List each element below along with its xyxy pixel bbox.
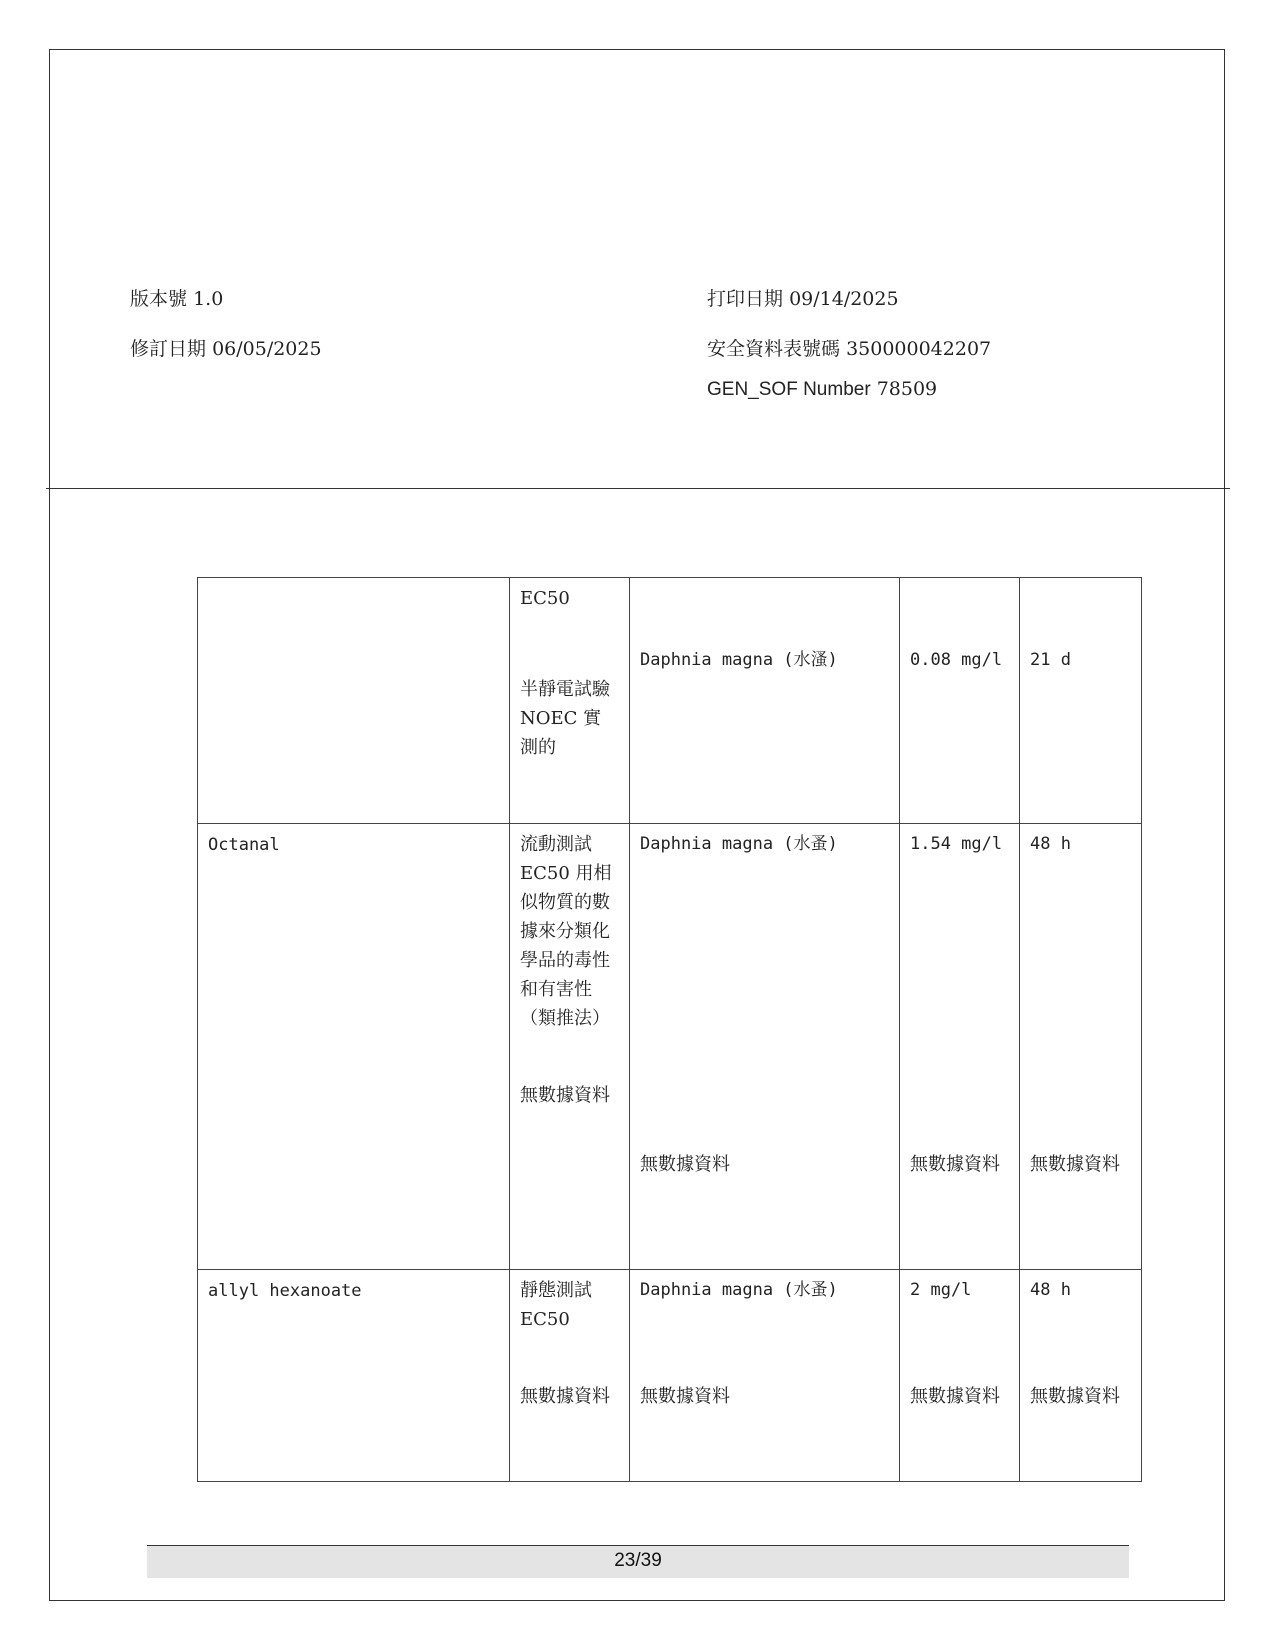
- method-text: 無數據資料: [520, 1386, 610, 1407]
- species-text: Daphnia magna (水蚤): [640, 834, 838, 854]
- table-row: [198, 578, 1142, 824]
- value-text: 無數據資料: [910, 1386, 1000, 1407]
- duration-cell: [1020, 1270, 1142, 1482]
- sds-number-value: 350000042207: [846, 338, 992, 360]
- species-text: Daphnia magna (水溞): [640, 650, 838, 670]
- species-cell: [630, 578, 900, 824]
- method-cell: [510, 578, 630, 824]
- revision-value: 06/05/2025: [212, 338, 322, 360]
- duration-text: 無數據資料: [1030, 1386, 1120, 1407]
- print-date-label: 打印日期: [707, 288, 784, 310]
- version-line: [130, 284, 223, 311]
- revision-label: 修訂日期: [130, 338, 207, 360]
- revision-line: [130, 334, 322, 361]
- sds-number-line: [707, 334, 991, 361]
- value-text: 0.08 mg/l: [910, 650, 1003, 670]
- header-divider: [46, 488, 1230, 489]
- species-text: 無數據資料: [640, 1154, 730, 1175]
- method-text: EC50: [520, 588, 570, 609]
- value-text: 無數據資料: [910, 1154, 1000, 1175]
- duration-text: 21 d: [1030, 650, 1071, 670]
- duration-text: 48 h: [1030, 834, 1071, 854]
- toxicity-table: [197, 577, 1142, 1482]
- table-row: [198, 1270, 1142, 1482]
- gen-sof-value: 78509: [876, 378, 938, 400]
- version-label: 版本號: [130, 288, 188, 310]
- duration-text: 無數據資料: [1030, 1154, 1120, 1175]
- value-cell: [900, 578, 1020, 824]
- method-cell: [510, 824, 630, 1270]
- print-date-value: 09/14/2025: [789, 288, 899, 310]
- substance-cell: [198, 824, 510, 1270]
- duration-cell: [1020, 578, 1142, 824]
- page-footer: [147, 1545, 1129, 1578]
- sds-number-label: 安全資料表號碼: [707, 338, 841, 360]
- print-date-line: [707, 284, 899, 311]
- version-value: 1.0: [193, 288, 224, 310]
- species-cell: [630, 824, 900, 1270]
- page-number: 23/39: [614, 1550, 662, 1571]
- duration-text: 48 h: [1030, 1280, 1071, 1300]
- substance-cell: [198, 1270, 510, 1482]
- substance-name: allyl hexanoate: [208, 1281, 362, 1301]
- value-cell: [900, 1270, 1020, 1482]
- species-text: Daphnia magna (水蚤): [640, 1280, 838, 1300]
- value-text: 2 mg/l: [910, 1280, 972, 1300]
- species-text: 無數據資料: [640, 1386, 730, 1407]
- value-cell: [900, 824, 1020, 1270]
- substance-cell: [198, 578, 510, 824]
- value-text: 1.54 mg/l: [910, 834, 1003, 854]
- species-cell: [630, 1270, 900, 1482]
- table-row: [198, 824, 1142, 1270]
- substance-name: Octanal: [208, 835, 280, 855]
- gen-sof-line: [707, 378, 937, 401]
- duration-cell: [1020, 824, 1142, 1270]
- method-text: 流動測試 EC50 用相似物質的數據來分類化學品的毒性和有害性（類推法）: [520, 834, 612, 1029]
- gen-sof-label: GEN_SOF Number: [707, 379, 871, 400]
- method-text: 無數據資料: [520, 1085, 610, 1106]
- method-text: 靜態測試 EC50: [520, 1280, 592, 1330]
- method-text: 半靜電試驗 NOEC 實測的: [520, 679, 610, 758]
- method-cell: [510, 1270, 630, 1482]
